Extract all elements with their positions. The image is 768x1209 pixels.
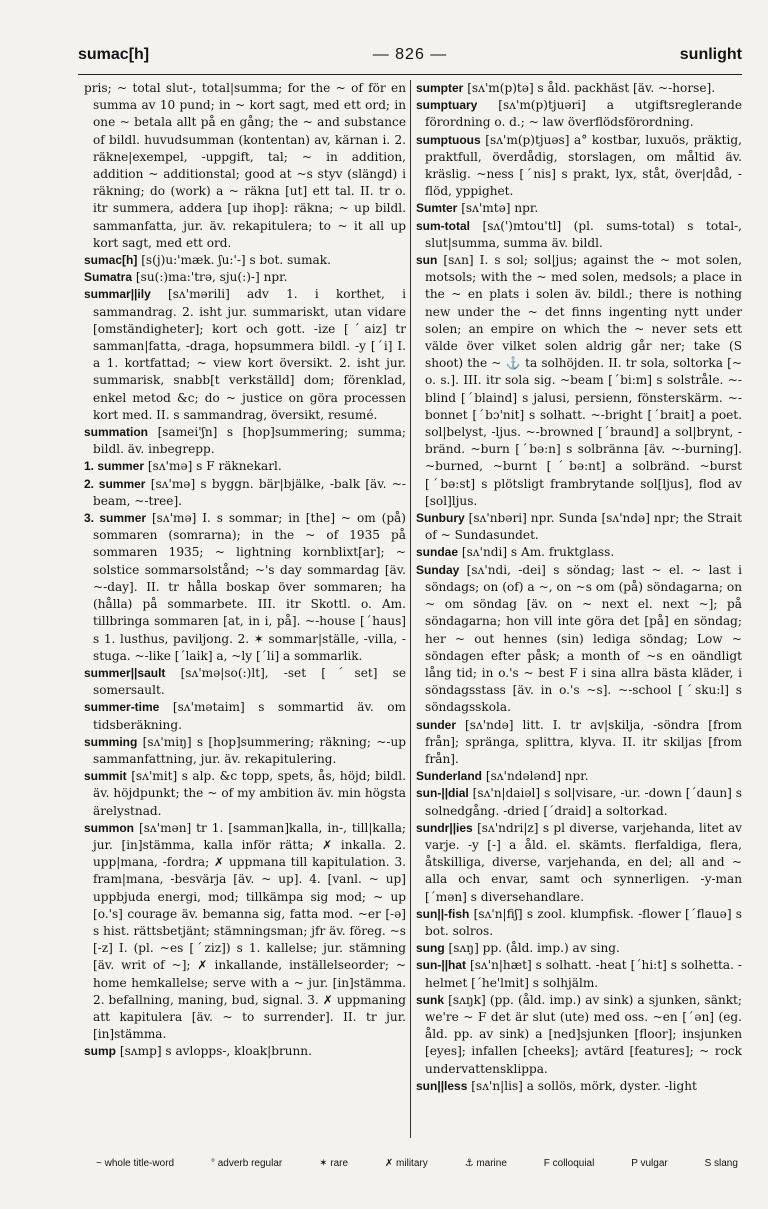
dictionary-entry xyxy=(84,820,406,1044)
entry-text: [sʌ'nbəri] npr. Sunda [sʌ'ndə] npr; the Strait of ~ Sundasundet. xyxy=(425,511,742,543)
entry-text: [sʌn] I. s sol; sol|jus; against the ~ mot solen, motsols; with the ~ med solen, medsols; a place in the ~ en plats i solen äv. bildl.; there is nothing new under the ~ det finns ingenting nytt under solen; an empire on which the ~ never sets ett välde över vilket solen aldrig går ner; take (S shoot) the ~ ⚓ ta solhöjden. II. tr sola, soltorka [~ o. s.]. III. itr sola sig. ~beam [ˊbi:m] s solstråle. ~-blind [ˊblaind] s jalusi, persienn, fönsterskärm. ~-bonnet [ˊbɔ'nit] s solhatt. ~-bright [ˊbrait] a poet. sol|belyst, -ljus. ~-browned [ˊbraund] a sol|brynt, -bränd. ~burn [ˊbə:n] s solbränna [äv. ~-burning]. ~burned, ~burnt [ˊbə:nt] a solbränd. ~burst [ˊbə:st] s plötsligt frambrytande sol[ljus], flod av [sol]ljus. xyxy=(425,253,742,508)
page-number: — 826 — xyxy=(372,46,448,63)
entry-text: [sʌmp] s avlopps-, kloak|brunn. xyxy=(119,1044,312,1059)
entry-text: [samei'ʃn] s [hop]summering; summa; bildl. äv. inbegrepp. xyxy=(93,425,406,457)
dictionary-entry xyxy=(416,992,742,1078)
dictionary-entry xyxy=(84,424,406,458)
legend-item: S slang xyxy=(704,1158,738,1169)
entry-text: [sʌŋk] (pp. (åld. imp.) av sink) a sjunken, sänkt; we're ~ F det är slut (ute) med oss. ~en [ˊən] (eg. åld. pp. av sink) a [ned]sjunken [floor]; insjunken [eyes]; infallen [cheeks]; avtärd [features]; ~ rock undervattensklippa. xyxy=(425,992,742,1076)
header-rule xyxy=(78,74,742,75)
entry-text: [sʌ'mətaim] s sommartid äv. om tidsberäkning. xyxy=(93,700,406,732)
dictionary-entry xyxy=(416,957,742,991)
entry-text: [sʌ'n|lis] a sollös, mörk, dyster. -light xyxy=(471,1078,697,1093)
headword: Sumter xyxy=(416,201,458,216)
dictionary-entry xyxy=(416,562,742,717)
headword: sumptuous xyxy=(416,132,481,147)
dictionary-entry xyxy=(84,269,406,286)
legend-item: P vulgar xyxy=(631,1158,668,1169)
abbreviation-legend xyxy=(96,1158,738,1169)
headword: sunder xyxy=(416,717,457,732)
headword: Sunderland xyxy=(416,769,483,784)
entry-text: [sʌ'ndi, -dei] s söndag; last ~ el. ~ last i söndags; on (of) a ~, on ~s om (på) söndagarna; on ~ om söndag [äv. on ~ next el. next ~]; på söndagarna; hon vill inte göra det [på] en söndag; her ~ out hennes (sin) lediga söndag; Low ~ söndagen efter påsk; a month of ~s en oändligt lång tid; in o.'s ~ best F i sina allra bästa kläder, i söndagsstass [äv. in o.'s ~s]. ~-school [ˊsku:l] s söndagsskola. xyxy=(425,562,742,715)
entry-text: [sʌ'm(p)tjuəs] a° kostbar, luxuös, präktig, praktfull, överdådig, storslagen, om måltid äv. kräslig. ~ness [ˊnis] s prakt, lyx, ståt, över|dåd, -flöd, yppighet. xyxy=(425,132,742,199)
right-column xyxy=(416,80,742,1138)
legend-item: ⚓ marine xyxy=(464,1158,507,1169)
entry-text: [sʌ'mtə] npr. xyxy=(461,201,539,216)
header-first-word: sumac[h] xyxy=(78,46,150,63)
headword: sun-||hat xyxy=(416,958,467,973)
dictionary-entry xyxy=(84,458,406,475)
dictionary-entry xyxy=(416,1078,742,1095)
dictionary-entry xyxy=(416,717,742,769)
dictionary-entry xyxy=(416,820,742,906)
legend-item: F colloquial xyxy=(543,1158,595,1169)
headword: summon xyxy=(84,820,135,835)
headword: sundr||ies xyxy=(416,820,473,835)
dictionary-entry xyxy=(84,699,406,733)
legend-item: ✗ military xyxy=(384,1158,428,1169)
headword: sumptuary xyxy=(416,98,478,113)
entry-text: [sʌ'ndri|z] s pl diverse, varjehanda, litet av varje. -y [-] a åld. el. skämts. flerfaldiga, flera, åtskilliga, diverse, varjehanda, en del; all and ~ alla och envar, samt och synnerligen. -y-man [ˊmən] s diversehandlare. xyxy=(425,820,742,904)
dictionary-entry xyxy=(416,80,742,97)
legend-item: ✶ rare xyxy=(319,1158,349,1169)
entry-text: [sʌ'miŋ] s [hop]summering; räkning; ~-up sammanfattning, jur. äv. rekapitulering. xyxy=(93,734,406,766)
entry-text: [sʌ'mə] s byggn. bär|bjälke, -balk [äv. ~-beam, ~-tree]. xyxy=(93,476,406,508)
headword: summit xyxy=(84,769,127,784)
dictionary-entry xyxy=(84,80,406,252)
headword: sun xyxy=(416,253,438,268)
entry-text: [sʌ'n|fiʃ] s zool. klumpfisk. -flower [ˊflauə] s bot. solros. xyxy=(425,906,742,938)
dictionary-entry xyxy=(416,940,742,957)
headword: sundae xyxy=(416,545,459,560)
page-header xyxy=(78,46,742,74)
headword: summar||ily xyxy=(84,287,151,302)
dictionary-entry xyxy=(416,200,742,217)
headword: summation xyxy=(84,425,149,440)
dictionary-entry xyxy=(84,252,406,269)
entry-text: [sʌ'mə|so(:)lt], -set [ˊset] se somersault. xyxy=(93,665,406,698)
dictionary-entry xyxy=(84,665,406,699)
headword: sunk xyxy=(416,992,445,1007)
dictionary-entry xyxy=(416,906,742,940)
header-last-word: sunlight xyxy=(679,46,742,63)
headword: 2. summer xyxy=(84,476,146,491)
headword: sump xyxy=(84,1044,117,1059)
entry-text: [sʌ'ndi] s Am. fruktglass. xyxy=(461,545,615,560)
entry-text: [s(j)u:'mæk. ʃu:'-] s bot. sumak. xyxy=(141,253,331,268)
headword: Sunbury xyxy=(416,511,465,526)
headword: sum-total xyxy=(416,218,470,233)
headword: sumac[h] xyxy=(84,253,138,268)
entry-text: [sʌ'ndə] litt. I. tr av|skilja, -söndra [from från]; spränga, splittra, klyva. II. itr skiljas [from från]. xyxy=(425,717,742,766)
dictionary-entry xyxy=(84,476,406,510)
headword: sun||-fish xyxy=(416,906,470,921)
dictionary-entry xyxy=(416,510,742,544)
headword: sumpter xyxy=(416,81,464,95)
headword: summing xyxy=(84,734,138,749)
entry-text: pris; ~ total slut-, total|summa; for the ~ of för en summa av 10 pund; in ~ kort sagt, med ett ord; in one ~ betala allt på en gång; the ~ and substance of bildl. huvudsumman (kontentan) av, kärnan i. 2. räkne|exempel, -uppgift, tal; ~ in addition, addition ~ additionstal; good at ~s styv (slängd) i räkning; do (work) a ~ räkna [ut] ett tal. II. tr o. itr summera, addera [up ihop]: räkna; ~ up bildl. sammanfatta, jur. äv. rekapitulera; to ~ it all up kort sagt, med ett ord. xyxy=(84,81,406,250)
entry-text: [sʌ(')mtou'tl] (pl. sums-total) s total-, slut|summa, summa äv. bildl. xyxy=(425,218,742,250)
headword: Sunday xyxy=(416,562,460,577)
legend-item: ~ whole title-word xyxy=(96,1158,175,1169)
entry-text: [sʌ'mə] I. s sommar; in [the] ~ om (på) sommaren (somrarna); in the ~ of 1935 på sommaren 1935; ~ lightning kornblixt[ar]; ~ solstice sommarsolstånd; ~'s day sommardag [äv. ~-day]. II. tr hålla boskap över sommaren; ha (hålla) på sommarbete. III. itr Skottl. o. Am. tillbringa sommaren [at, in i, på]. ~-house [ˊhaus] s 1. lusthus, paviljong. 2. ✶ sommar|ställe, -villa, -stuga. ~-like [ˊlaik] a, ~ly [ˊli] a sommarlik. xyxy=(93,511,406,663)
headword: 1. summer xyxy=(84,459,145,474)
dictionary-entry xyxy=(416,252,742,510)
entry-text: [su(:)ma:'trə, sju(:)-] npr. xyxy=(135,270,288,285)
entry-text: [sʌ'mərili] adv 1. i korthet, i sammandrag. 2. isht jur. summariskt, utan vidare [omständigheter]; kort och gott. -ize [ˊaiz] tr samman|fatta, -draga, hopsummera bildl. -y [ˊi] I. a 1. kortfattad; ~ view kort översikt. 2. isht jur. summarisk, snabb[t verkställd] dom; förenklad, enkel metod &c; do ~ justice on göra processen kort med. II. s sammandrag, översikt, resumé. xyxy=(93,287,406,422)
headword: summer||sault xyxy=(84,665,166,680)
entry-text: [sʌ'ndələnd] npr. xyxy=(485,769,589,784)
entry-text: [sʌ'n|hæt] s solhatt. -heat [ˊhi:t] s solhetta. -helmet [ˊhe'lmit] s solhjälm. xyxy=(425,958,742,990)
dictionary-entry xyxy=(416,768,742,785)
dictionary-entry xyxy=(84,510,406,665)
headword: sun-||dial xyxy=(416,786,469,801)
headword: 3. summer xyxy=(84,511,147,526)
entry-text: [sʌŋ] pp. (åld. imp.) av sing. xyxy=(448,941,620,956)
dictionary-entry xyxy=(84,286,406,424)
entry-text: [sʌ'm(p)tjuəri] a utgiftsreglerande förordning o. d.; ~ law överflödsförordning. xyxy=(425,98,742,130)
dictionary-entry xyxy=(84,768,406,820)
dictionary-entry xyxy=(416,544,742,561)
headword: sun||less xyxy=(416,1078,468,1093)
dictionary-entry xyxy=(84,1043,406,1060)
entry-text: [sʌ'mə] s F räknekarl. xyxy=(147,459,282,474)
entry-text: [sʌ'n|daiəl] s sol|visare, -ur. -down [ˊdaun] s solnedgång. -dried [ˊdraid] a soltorkad. xyxy=(425,786,742,818)
headword: summer-time xyxy=(84,700,160,715)
dictionary-entry xyxy=(416,218,742,252)
left-column xyxy=(84,80,406,1138)
entry-text: [sʌ'm(p)tə] s åld. packhäst [äv. ~-horse]. xyxy=(467,81,716,95)
headword: Sumatra xyxy=(84,270,133,285)
headword: sung xyxy=(416,941,445,956)
legend-item: ° adverb regular xyxy=(210,1158,283,1169)
entry-text: [sʌ'mən] tr 1. [samman]kalla, in-, till|kalla; jur. [in]stämma, kalla inför rätta; ✗ inkalla. 2. upp|mana, -fordra; ✗ uppmana till kapitulation. 3. fram|mana, -besvärja [äv. ~ up]. 4. [vanl. ~ up] uppbjuda energi, mod; tillkämpa sig mod; ~ up [o.'s] courage äv. bemanna sig, fatta mod. ~er [-ə] s hist. rättsbetjänt; stämningsman; jfr äv. föreg. ~s [-z] I. (pl. ~es [ˊziz]) s 1. kallelse; jur. stämning [äv. writ of ~]; ✗ inkallande, inställelseorder; ~ home hemkallelse; serve with a ~ jur. [in]stämma. 2. befallning, maning, bud, signal. 3. ✗ uppmaning att kapitulera [äv. ~ to surrender]. II. tr jur. [in]stämma. xyxy=(93,820,406,1042)
dictionary-entry xyxy=(416,132,742,201)
dictionary-entry xyxy=(416,97,742,131)
column-divider xyxy=(410,80,411,1138)
entry-text: [sʌ'mit] s alp. &c topp, spets, ås, höjd; bildl. äv. höjdpunkt; the ~ of my ambition äv. min högsta ärelystnad. xyxy=(93,769,406,818)
dictionary-entry xyxy=(416,785,742,819)
dictionary-entry xyxy=(84,734,406,768)
